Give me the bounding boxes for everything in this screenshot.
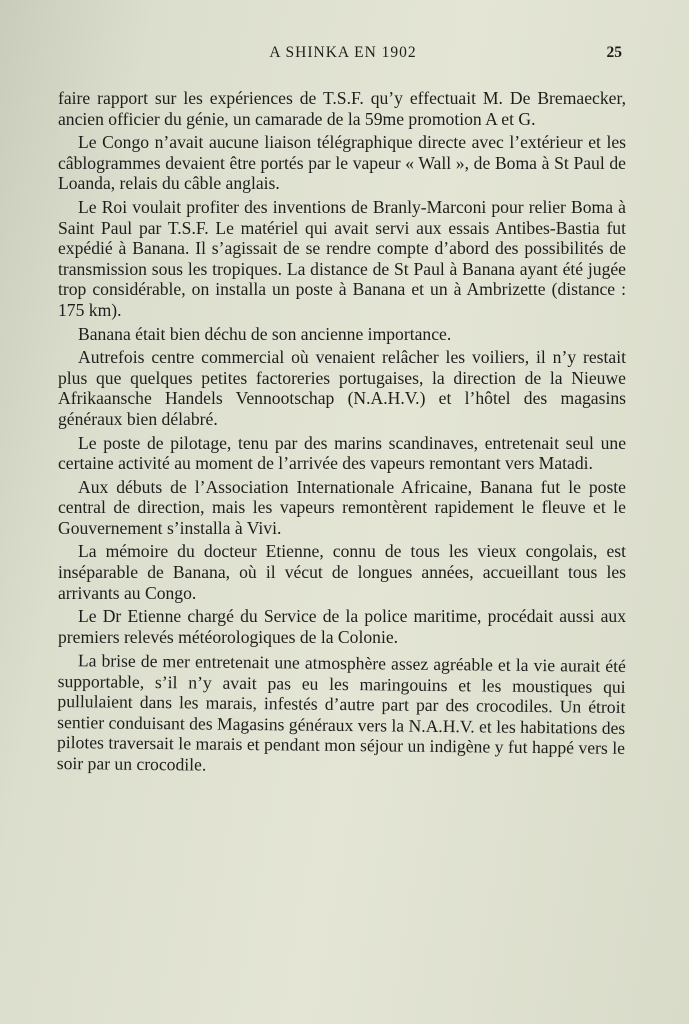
paragraph: La mémoire du docteur Etienne, connu de tous les vieux congolais, est inséparable de Banana, où il vécut de longues années, accueillant tous les arrivants au Congo. [58,541,626,603]
paragraph: Banana était bien déchu de son ancienne importance. [78,323,452,344]
page-header [60,44,626,68]
paragraph: Le Roi voulait profiter des inventions de Branly-Marconi pour relier Boma à Saint Paul par T.S.F. Le matériel qui avait servi aux essais Antibes-Bastia fut expédié à Banana. Il s’agissait de se rendre compte d’abord des possibilités de transmission sous les tropiques. La distance de St Paul à Banana ayant été jugée trop considérable, on installa un poste à Banana et un à Ambrizette (distance : 175 km). [58,196,626,320]
paragraph: Le Congo n’avait aucune liaison télégraphique directe avec l’extérieur et les câblogrammes devaient être portés par le vapeur « Wall », de Boma à St Paul de Loanda, relais du câble anglais. [58,132,626,194]
paragraph: Le poste de pilotage, tenu par des marins scandinaves, entretenait seul une certaine activité au moment de l’arrivée des vapeurs remontant vers Matadi. [58,432,626,474]
paragraph: Autrefois centre commercial où venaient relâcher les voiliers, il n’y restait plus que quelques petites factoreries portugaises, la direction de la Nieuwe Afrikaansche Handels Vennootschap (N.A.H.V.) et l’hôtel des magasins généraux bien délabré. [58,347,626,429]
body-text [58,88,626,777]
paragraph: Aux débuts de l’Association Internationale Africaine, Banana fut le poste central de direction, mais les vapeurs remontèrent rapidement le fleuve et le Gouvernement s’installa à Vivi. [58,476,626,538]
paragraph: faire rapport sur les expériences de T.S.F. qu’y effectuait M. De Bremaecker, ancien officier du génie, un camarade de la 59me promotion A et G. [58,88,626,129]
paragraph: La brise de mer entretenait une atmosphère assez agréable et la vie aurait été supportable, s’il n’y avait pas eu les maringouins et les moustiques qui pullulaient dans les marais, infestés d’autre part par des crocodiles. Un étroit sentier conduisant des Magasins généraux vers la N.A.H.V. et les habitations des pilotes traversait le marais et pendant mon séjour un indigène y fut happé vers le soir par un crocodile. [56,650,626,775]
page-number: 25 [606,44,622,61]
running-title: A SHINKA EN 1902 [269,44,417,61]
paragraph: Le Dr Etienne chargé du Service de la police maritime, procédait aussi aux premiers relevés météorologiques de la Colonie. [58,606,626,647]
